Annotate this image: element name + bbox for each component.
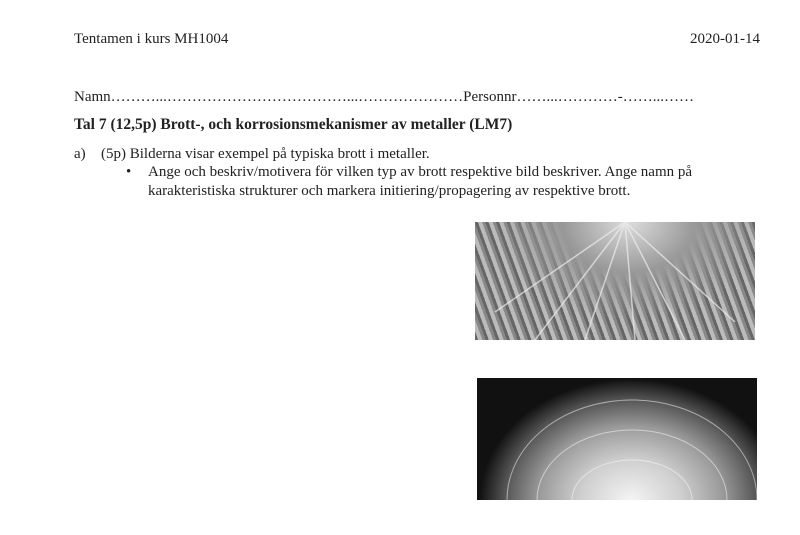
bullet-icon: • (126, 164, 132, 180)
question-title: Tal 7 (12,5p) Brott-, och korrosionsmekanismer av metaller (LM7) (74, 116, 513, 133)
fracture-photo-1 (475, 222, 755, 340)
fracture-photo-2 (477, 378, 757, 500)
part-label: a) (74, 146, 86, 162)
fracture-lines-1 (475, 222, 755, 340)
name-personnr-line: Namn………...………………………………...…………………Personnr……...…………-……...…… (74, 89, 694, 105)
part-text: (5p) Bilderna visar exempel på typiska brott i metaller. (101, 146, 430, 162)
bullet-text-line1: Ange och beskriv/motivera för vilken typ av brott respektive bild beskriver. Ange namn på (148, 164, 693, 180)
bullet-text-line2: karakteristiska strukturer och markera initiering/propagering av respektive brott. (148, 183, 631, 199)
beach-marks-2 (477, 378, 757, 500)
exam-date: 2020-01-14 (690, 31, 760, 47)
course-header: Tentamen i kurs MH1004 (74, 31, 229, 47)
